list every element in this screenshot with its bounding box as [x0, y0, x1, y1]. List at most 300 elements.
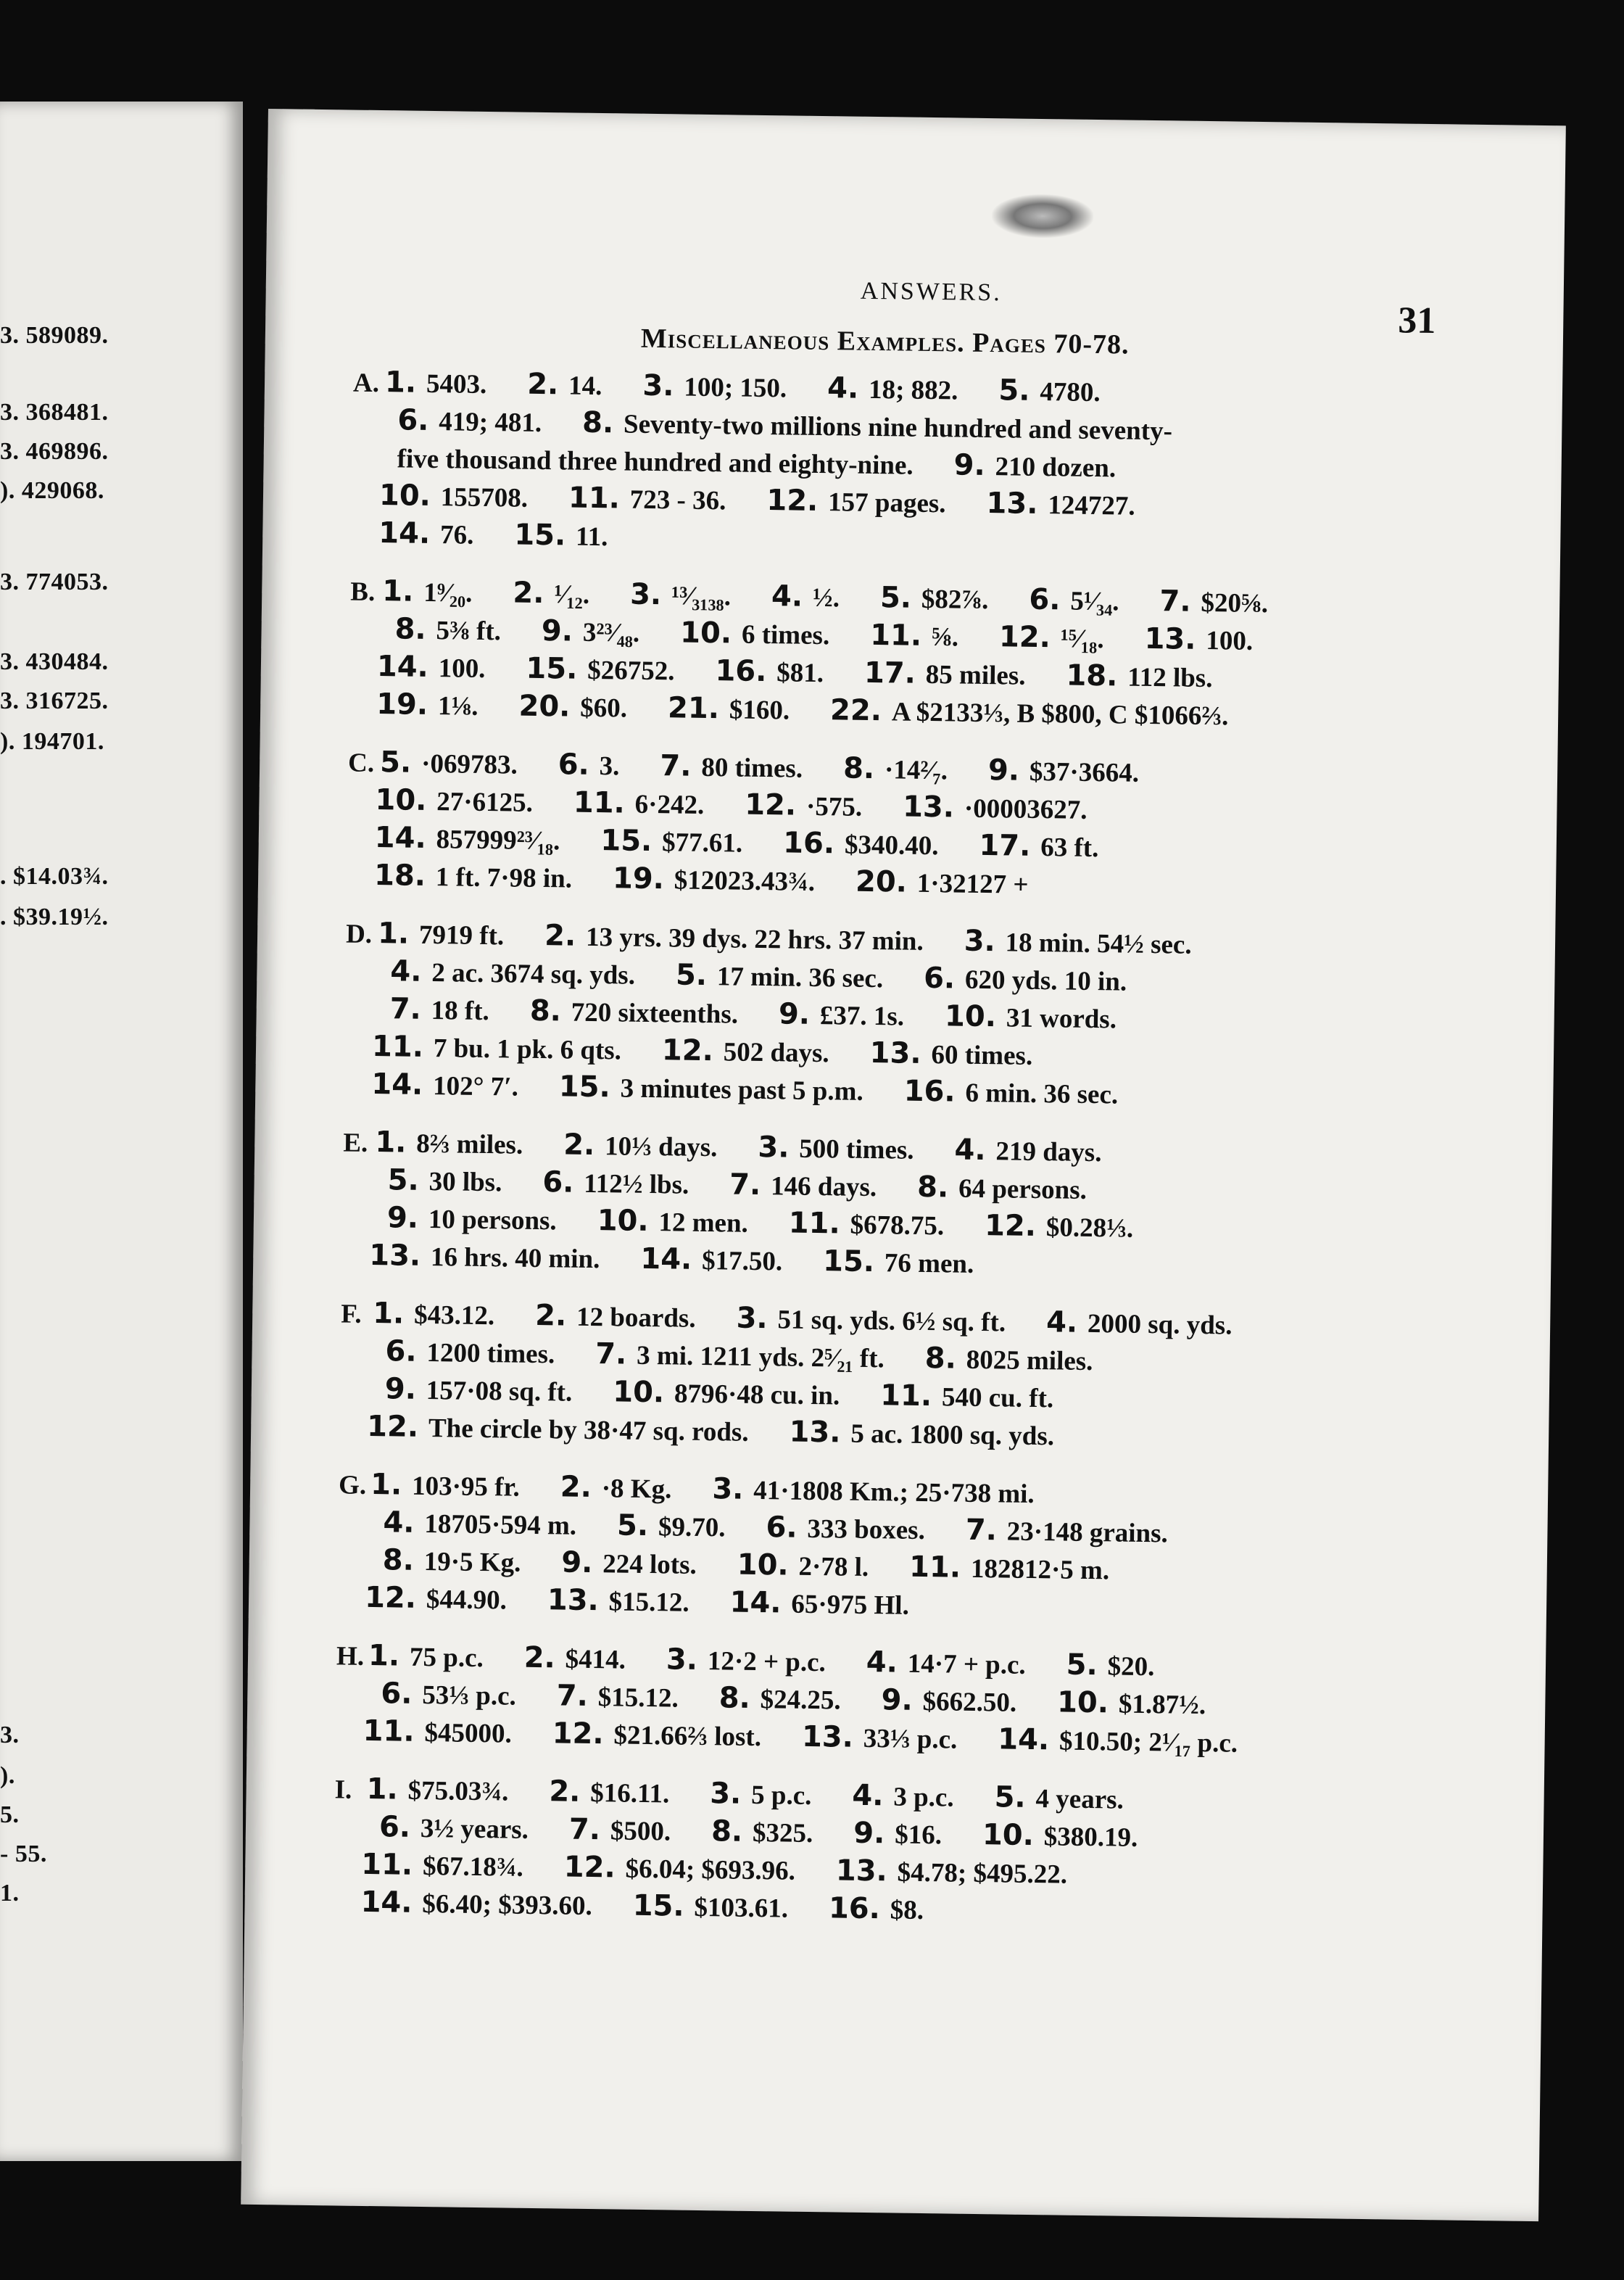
answer-item [568, 481, 726, 516]
answer-item [718, 1681, 841, 1716]
answer-line [350, 574, 1268, 620]
answer-text: ·575. [805, 791, 863, 822]
answer-item [384, 365, 487, 400]
answer-item [556, 1679, 679, 1714]
answer-line [387, 1201, 1134, 1244]
answer-item [679, 616, 830, 651]
answer-number: 8. [581, 405, 624, 440]
answer-item [594, 1337, 885, 1374]
answer-number: 13. [1144, 621, 1206, 656]
answer-number: 8. [842, 751, 885, 786]
answer-text: $44.90. [426, 1585, 508, 1616]
answer-text: 12 men. [658, 1207, 749, 1239]
answer-number: 22. [829, 693, 892, 728]
answer-text: 3½ years. [420, 1813, 529, 1845]
answer-number: 6. [378, 1810, 421, 1844]
answer-item [379, 745, 518, 780]
answer-item [372, 1297, 495, 1331]
answer-text: $82⅞. [921, 584, 989, 616]
answer-item [384, 1372, 573, 1408]
answer-text: 18 ft. [431, 996, 490, 1027]
answer-item [954, 1133, 1102, 1168]
answer-item [771, 579, 840, 614]
answer-number: 10. [737, 1548, 799, 1582]
answer-item [1144, 621, 1254, 656]
answer-item [667, 691, 790, 726]
answer-text: $20⅝. [1201, 587, 1269, 619]
answer-item [675, 958, 884, 994]
answer-text: 219 days. [995, 1136, 1102, 1168]
answer-item [600, 824, 743, 859]
answer-text: 2·78 l. [798, 1551, 869, 1583]
answer-item [666, 1645, 826, 1677]
answer-text: $75.03¾. [407, 1775, 509, 1807]
answer-text: 13 yrs. 39 dys. 22 hrs. 37 min. [585, 922, 924, 957]
answer-text: 33⅓ p.c. [863, 1723, 958, 1755]
answer-item [387, 1163, 502, 1198]
answer-line [381, 1677, 1206, 1721]
answer-number: 5. [675, 958, 718, 993]
answer-text: 620 yds. 10 in. [964, 965, 1127, 997]
answer-text: $16. [894, 1820, 942, 1851]
answer-number: 17. [979, 828, 1041, 864]
answer-text: 3 p.c. [893, 1782, 954, 1813]
answer-item [558, 748, 620, 782]
answer-text: 12·2 + p.c. [707, 1646, 826, 1678]
answer-text: $37·3664. [1029, 756, 1140, 788]
answer-number: 11. [573, 785, 635, 820]
left-answer-line: 1. [0, 1880, 20, 1907]
answer-item [822, 1244, 974, 1279]
answer-item [661, 1033, 829, 1069]
answer-item [782, 826, 939, 862]
answer-item [982, 1818, 1138, 1853]
answer-item [766, 484, 946, 519]
answer-number: 9. [953, 448, 995, 483]
answer-number: 9. [384, 1372, 427, 1407]
answer-number: 12. [366, 1409, 429, 1445]
answer-item [736, 1301, 1006, 1338]
answer-text: 500 times. [799, 1133, 914, 1165]
left-answer-line: 3. 368481. [0, 399, 109, 426]
answer-line [371, 1067, 1118, 1110]
answer-text: 53⅓ p.c. [422, 1680, 517, 1711]
answer-text: 75 p.c. [409, 1642, 484, 1674]
answer-text: 419; 481. [439, 407, 542, 438]
answer-number: 11. [371, 1029, 434, 1065]
answer-text: $160. [729, 695, 790, 726]
answer-text: 224 lots. [602, 1549, 697, 1580]
section-heading: Miscellaneous Examples. Pages 70-78. [640, 323, 1130, 360]
answer-item [541, 614, 640, 648]
answer-number: 7. [965, 1513, 1008, 1548]
answer-number: 9. [853, 1816, 895, 1851]
section-label: A. [352, 368, 380, 399]
answer-number: 9. [987, 753, 1030, 788]
answer-number: 12. [364, 1580, 427, 1616]
answer-text: 12 boards. [576, 1302, 696, 1334]
answer-item [712, 1472, 1035, 1509]
answer-line [375, 821, 1099, 864]
answer-number: 1. [375, 1125, 417, 1160]
answer-number: 9. [778, 997, 821, 1032]
answer-number: 14. [374, 821, 436, 856]
answer-line [348, 745, 1139, 789]
answer-number: 9. [386, 1201, 429, 1236]
answer-number: 3. [629, 577, 672, 612]
answer-item [1056, 1685, 1206, 1721]
answer-line [379, 1810, 1138, 1854]
answer-text: 333 boxes. [807, 1513, 926, 1546]
answer-item [944, 999, 1117, 1035]
answer-item [364, 1580, 508, 1616]
answer-text: 18; 882. [868, 374, 958, 406]
answer-item [629, 577, 732, 612]
answer-item [382, 574, 473, 608]
section-label: B. [350, 577, 376, 607]
answer-text: $43.12. [413, 1300, 495, 1331]
answer-text: 31 words. [1006, 1003, 1117, 1035]
left-answer-line: . $14.03¾. [0, 863, 109, 890]
answer-item [534, 1298, 696, 1334]
answer-item [361, 1847, 524, 1883]
answer-item [389, 992, 490, 1027]
answer-text: 60 times. [931, 1040, 1033, 1071]
answer-text: 102° 7′. [432, 1071, 519, 1102]
answer-item [397, 403, 542, 438]
answer-line [336, 1638, 1155, 1682]
answer-number: 16. [828, 1891, 891, 1926]
answer-item [715, 654, 824, 689]
answer-number: 2. [523, 1640, 566, 1675]
answer-item [371, 1067, 519, 1102]
section-label: E. [343, 1128, 368, 1158]
answer-item [547, 1583, 689, 1618]
answer-item [758, 1130, 914, 1165]
answer-text: $4.78; $495.22. [897, 1857, 1068, 1890]
answer-number: 15. [632, 1888, 695, 1923]
answer-number: 13. [801, 1719, 864, 1754]
answer-number: 4. [954, 1133, 996, 1168]
answer-number: 13. [869, 1036, 932, 1071]
left-answer-line: 3. 589089. [0, 322, 109, 349]
answer-line [390, 954, 1127, 997]
answer-text: Seventy-two millions nine hundred and seventy- [623, 409, 1173, 447]
answer-item [549, 1777, 669, 1809]
answer-line [376, 687, 1229, 732]
answer-text: $67.18¾. [422, 1851, 524, 1883]
answer-text: ½. [812, 582, 840, 614]
answer-number: 13. [547, 1583, 610, 1618]
answer-text: ·069783. [420, 748, 518, 780]
answer-number: 15. [526, 651, 588, 686]
answer-number: 12. [552, 1717, 614, 1751]
answer-item [385, 1334, 555, 1370]
answer-text: $662.50. [922, 1687, 1017, 1718]
answer-item [613, 1375, 840, 1411]
answer-number: 1. [372, 1297, 415, 1331]
answer-line [334, 1772, 1124, 1815]
answer-item [514, 518, 608, 553]
answer-item [373, 859, 573, 894]
answer-text: $26752. [587, 655, 675, 687]
answer-item [552, 1719, 761, 1752]
answer-item [829, 693, 1229, 732]
left-answer-line: . $39.19½. [0, 904, 109, 930]
answer-number: 5. [879, 581, 922, 615]
answer-item [729, 1585, 910, 1621]
answer-text: 51 sq. yds. 6½ sq. ft. [777, 1305, 1006, 1338]
answer-line [397, 403, 1172, 447]
answer-number: 13. [369, 1238, 431, 1273]
answer-item [879, 581, 989, 616]
answer-item [381, 1677, 517, 1711]
answer-text: 2000 sq. yds. [1087, 1308, 1232, 1341]
answer-text: ·8 Kg. [601, 1474, 672, 1505]
answer-text: £37. 1s. [819, 1001, 905, 1032]
answer-number: 4. [852, 1778, 894, 1813]
answer-number: 3. [712, 1472, 754, 1506]
answer-item [778, 997, 905, 1032]
answer-number: 13. [986, 487, 1048, 521]
answer-item [863, 656, 1026, 691]
answer-item [581, 405, 1173, 447]
answer-item [979, 828, 1099, 864]
answer-item [866, 1645, 1026, 1680]
answer-item [842, 751, 948, 786]
answer-text: 6 times. [741, 619, 830, 651]
answer-number: 8. [382, 1543, 425, 1577]
answer-number: 9. [541, 614, 584, 648]
answer-number: 10. [378, 479, 442, 513]
answer-number: 10. [375, 783, 437, 818]
answer-number: 2. [534, 1298, 577, 1333]
answer-line [353, 365, 1101, 408]
answer-text: 1⁹⁄₂₀. [423, 577, 473, 608]
answer-line [385, 1372, 1054, 1414]
answer-number: 11. [908, 1550, 972, 1585]
answer-number: 1. [370, 1468, 413, 1502]
answer-number: 13. [789, 1415, 851, 1450]
answer-item [375, 783, 534, 818]
answer-item [836, 1856, 1068, 1889]
answer-text: 3 mi. 1211 yds. 2⁵⁄₂₁ ft. [636, 1340, 885, 1374]
answer-line [374, 859, 1029, 901]
answer-item [529, 994, 739, 1030]
answer-item [616, 1508, 726, 1543]
answer-number: 3. [709, 1777, 752, 1811]
answer-text: $678.75. [850, 1210, 945, 1242]
answer-text: $21.66⅔ lost. [613, 1720, 762, 1753]
answer-line [367, 1410, 1054, 1452]
answer-item [709, 1777, 812, 1812]
answer-number: 10. [613, 1375, 675, 1410]
answer-text: 157·08 sq. ft. [426, 1376, 573, 1408]
answer-text: 2 ac. 3674 sq. yds. [431, 958, 636, 991]
answer-text: 6·242. [634, 789, 705, 820]
answer-item [383, 1505, 577, 1541]
answer-item [1066, 1648, 1155, 1682]
answer-number: 14. [376, 650, 439, 685]
answer-item [855, 864, 1029, 900]
answer-item [563, 1128, 718, 1163]
answer-text: ⅝. [931, 622, 959, 653]
answer-text: $15.12. [608, 1587, 689, 1618]
answer-number: 11. [879, 1379, 942, 1413]
answer-text: 1200 times. [426, 1338, 555, 1370]
answer-item [542, 1165, 689, 1200]
answer-number: 6. [381, 1677, 423, 1711]
answer-item [526, 367, 602, 402]
answer-number: 5. [387, 1163, 429, 1198]
answer-item [902, 790, 1088, 825]
answer-item [1045, 1305, 1232, 1341]
answer-number: 12. [766, 484, 829, 519]
answer-number: 3. [736, 1301, 778, 1336]
answer-number: 18. [373, 859, 436, 893]
answer-number: 8. [394, 612, 436, 647]
answer-text: 4780. [1040, 376, 1101, 408]
section-label: I. [334, 1775, 352, 1805]
answer-number: 3. [666, 1643, 708, 1677]
answer-item [561, 1545, 697, 1580]
answer-item [923, 961, 1127, 997]
answer-number: 11. [361, 1847, 423, 1882]
answer-number: 4. [1045, 1305, 1088, 1339]
answer-text: 10 persons. [428, 1205, 557, 1236]
answer-number: 14. [360, 1885, 423, 1920]
answer-item [390, 954, 636, 991]
answer-number: 12. [744, 788, 807, 822]
answer-number: 6. [542, 1165, 584, 1199]
answer-text: $0.28⅓. [1045, 1213, 1134, 1244]
answer-item [376, 687, 478, 722]
answer-number: 7. [556, 1679, 599, 1714]
answer-number: 4. [826, 371, 869, 405]
answer-number: 2. [549, 1775, 591, 1809]
answer-item [640, 1242, 783, 1277]
answer-number: 7. [594, 1337, 637, 1371]
answer-text: 76. [439, 520, 474, 550]
answer-text: $77.61. [661, 827, 743, 859]
answer-number: 12. [661, 1033, 724, 1068]
answer-item [366, 1409, 749, 1447]
answer-text: $6.40; $393.60. [422, 1888, 592, 1922]
answer-number: 3. [642, 368, 684, 403]
answer-number: 14. [729, 1585, 792, 1620]
answer-text: 540 cu. ft. [941, 1382, 1054, 1414]
answer-number: 1. [377, 917, 420, 951]
answer-number: 5. [994, 1780, 1036, 1815]
answer-number: 16. [903, 1074, 966, 1109]
section-label: G. [338, 1470, 367, 1500]
answer-text: ·00003627. [964, 793, 1088, 825]
answer-item [916, 1170, 1088, 1205]
answer-text: 18705·594 m. [424, 1508, 577, 1541]
answer-line [387, 1163, 1087, 1206]
answer-text: 7 bu. 1 pk. 6 qts. [433, 1033, 622, 1066]
answer-number: 12. [984, 1209, 1047, 1244]
answer-number: 10. [944, 999, 1007, 1034]
answer-number: 15. [600, 824, 663, 859]
answer-number: 11. [788, 1206, 850, 1241]
answer-item [518, 689, 628, 724]
answer-number: 7. [389, 992, 432, 1027]
answer-line [397, 441, 1116, 484]
answer-item [729, 1170, 877, 1202]
answer-text: 11. [575, 521, 608, 553]
answer-item [997, 1722, 1238, 1759]
answer-text: ¹³⁄₃₁₃₈. [671, 581, 732, 612]
answer-line [383, 1505, 1168, 1549]
answer-item [953, 448, 1116, 484]
answer-text: 100; 150. [684, 372, 787, 404]
answer-text: 65·975 Hl. [791, 1589, 910, 1621]
answer-text: $325. [752, 1817, 813, 1849]
answer-item [660, 749, 803, 784]
answer-number: 10. [1056, 1685, 1119, 1720]
answer-text: 157 pages. [827, 487, 946, 519]
answer-text: 14·7 + p.c. [907, 1648, 1026, 1680]
answer-item [789, 1415, 1055, 1452]
answer-text: 723 - 36. [629, 484, 726, 516]
ink-smudge [992, 194, 1094, 239]
answer-number: 2. [526, 367, 569, 402]
answer-item [597, 1204, 749, 1239]
answer-text: 27·6125. [436, 787, 534, 818]
page-header-title: ANSWERS. [860, 277, 1002, 307]
answer-number: 8. [718, 1681, 761, 1716]
answer-text: ¹⁄₁₂. [554, 579, 590, 610]
answer-text: 103·95 fr. [411, 1471, 521, 1503]
answer-number: 15. [514, 518, 576, 553]
answer-text: 76 men. [884, 1248, 974, 1279]
answer-text: 3 minutes past 5 p.m. [620, 1073, 864, 1107]
answer-item [908, 1550, 1110, 1586]
answer-number: 7. [729, 1168, 771, 1202]
answer-number: 3. [964, 924, 1006, 959]
answer-item [378, 1810, 529, 1845]
answer-text: 80 times. [701, 752, 803, 784]
answer-item [371, 1029, 622, 1066]
answer-line [360, 1885, 924, 1926]
answer-item [377, 917, 505, 951]
answer-text: 5⅜ ft. [436, 616, 502, 647]
answer-line [379, 479, 1135, 522]
answer-text: $17.50. [701, 1245, 783, 1277]
answer-text: 19·5 Kg. [423, 1546, 521, 1578]
answer-text: 857999²³⁄₁₈. [436, 825, 560, 856]
answer-number: 10. [679, 616, 742, 650]
answer-item [986, 487, 1135, 521]
answer-text: $24.25. [760, 1685, 841, 1716]
answer-number: 11. [869, 618, 932, 653]
left-page [0, 102, 243, 2161]
answer-text: 1 ft. 7·98 in. [435, 862, 573, 894]
answer-number: 7. [1159, 585, 1201, 619]
answer-number: 20. [518, 689, 581, 724]
answer-item [374, 821, 560, 856]
answer-number: 2. [560, 1470, 602, 1505]
answer-item [744, 788, 863, 822]
answer-number: 21. [667, 691, 730, 726]
answer-item [788, 1206, 945, 1242]
answer-text: $81. [776, 658, 824, 689]
answer-number: 11. [362, 1714, 425, 1749]
answer-item [360, 1885, 592, 1922]
answer-item [378, 516, 474, 551]
answer-item [558, 1070, 864, 1107]
